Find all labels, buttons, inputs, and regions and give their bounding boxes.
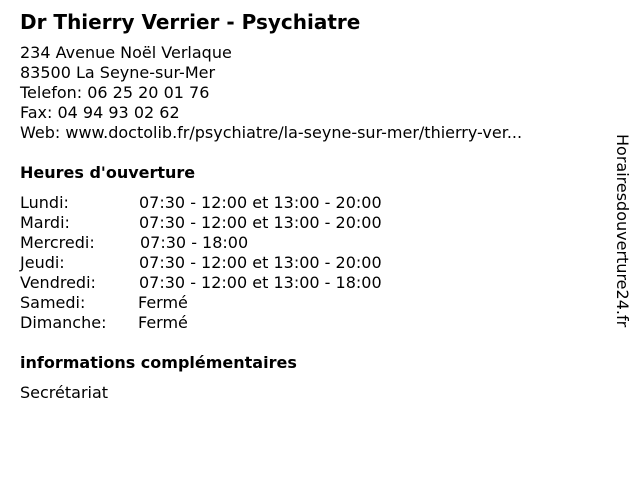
website-link[interactable]: Web: www.doctolib.fr/psychiatre/la-seyne-sur-mer/thierry-ver... [20,123,523,142]
contact-block [20,43,522,143]
site-watermark: Horairesdouverture24.fr [613,134,632,328]
day-hours: 07:30 - 12:00 et 13:00 - 18:00 [139,273,382,292]
day-label: Samedi: [20,293,86,312]
day-hours: Fermé [138,293,188,312]
day-hours: Fermé [138,313,188,332]
additional-info-text: Secrétariat [20,383,109,402]
day-label: Lundi: [20,193,69,212]
day-label: Dimanche: [20,313,107,332]
opening-hours-heading: Heures d'ouverture [20,163,196,182]
day-label: Vendredi: [20,273,96,292]
page-title: Dr Thierry Verrier - Psychiatre [20,10,361,34]
address-line-2: 83500 La Seyne-sur-Mer [20,63,216,82]
day-label: Mardi: [20,213,70,232]
additional-info-heading: informations complémentaires [20,353,297,372]
day-hours: 07:30 - 12:00 et 13:00 - 20:00 [139,213,382,232]
day-hours: 07:30 - 12:00 et 13:00 - 20:00 [139,193,382,212]
day-label: Jeudi: [20,253,65,272]
address-line-1: 234 Avenue Noël Verlaque [20,43,232,62]
day-hours: 07:30 - 12:00 et 13:00 - 20:00 [139,253,382,272]
phone-number: Telefon: 06 25 20 01 76 [20,83,210,102]
day-hours: 07:30 - 18:00 [140,233,249,252]
day-label: Mercredi: [20,233,95,252]
fax-number: Fax: 04 94 93 02 62 [20,103,180,122]
